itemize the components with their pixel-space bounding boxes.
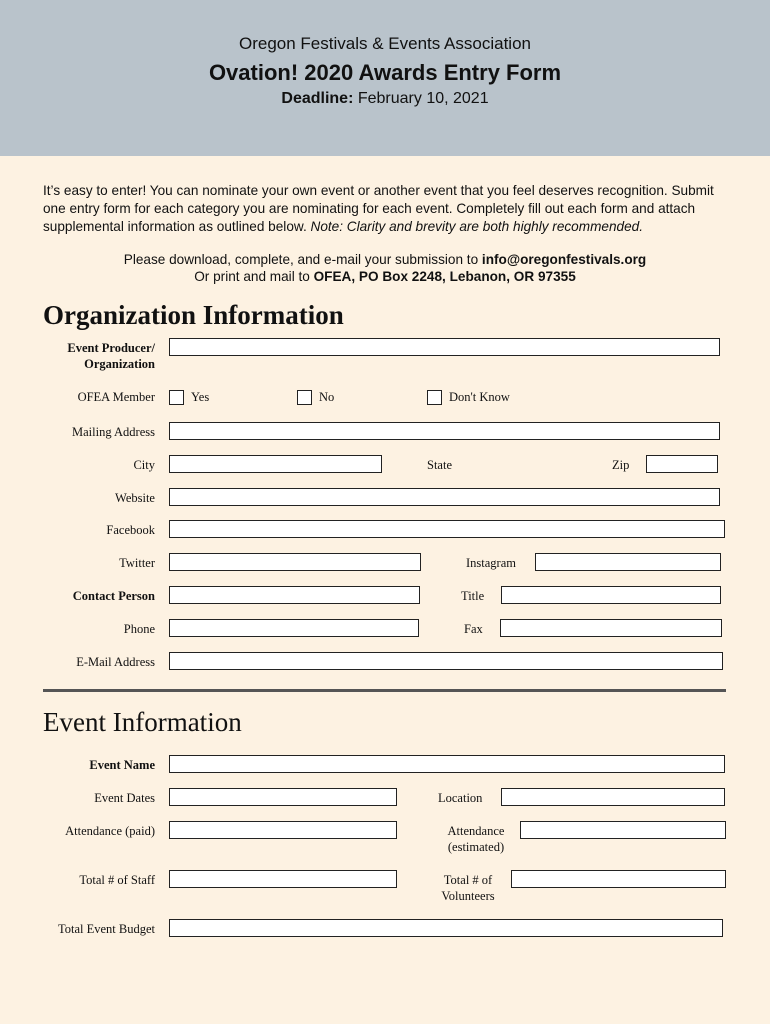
member-no-label: No — [319, 390, 335, 404]
intro-note: Note: Clarity and brevity are both highly recommended. — [310, 219, 643, 234]
budget-label: Total Event Budget — [57, 922, 155, 936]
instagram-input[interactable] — [535, 553, 721, 571]
attendance-paid-input[interactable] — [169, 821, 397, 839]
phone-label: Phone — [123, 622, 155, 636]
title-label: Title — [461, 589, 485, 603]
member-label: OFEA Member — [77, 390, 155, 404]
email-label: E-Mail Address — [76, 655, 155, 669]
contact-label: Contact Person — [72, 589, 155, 603]
phone-input[interactable] — [169, 619, 419, 637]
facebook-input[interactable] — [169, 520, 725, 538]
staff-input[interactable] — [169, 870, 397, 888]
contact-input[interactable] — [169, 586, 420, 604]
producer-label-line1: Event Producer/ — [67, 341, 155, 355]
intro-paragraph — [43, 182, 735, 236]
staff-label: Total # of Staff — [79, 873, 155, 887]
mailing-label: Mailing Address — [72, 425, 155, 439]
producer-input[interactable] — [169, 338, 720, 356]
member-no-checkbox[interactable] — [297, 390, 312, 405]
budget-input[interactable] — [169, 919, 723, 937]
volunteers-input[interactable] — [511, 870, 726, 888]
org-section-title: Organization Information — [43, 300, 344, 330]
city-input[interactable] — [169, 455, 382, 473]
deadline — [0, 90, 770, 108]
location-input[interactable] — [501, 788, 725, 806]
twitter-label: Twitter — [119, 556, 155, 570]
intro-text: It’s easy to enter! You can nominate your own event or another event that you feel deserves recognition. Submit one entry form for each category you are nominating for each event. Completely fill out each form and attach supplemental information as outlined below. — [43, 183, 714, 234]
submission-email-text: Please download, complete, and e-mail your submission to — [123, 252, 482, 267]
form-title: Ovation! 2020 Awards Entry Form — [208, 60, 562, 85]
state-label: State — [427, 458, 452, 472]
attendance-est-label-line1: Attendance — [447, 824, 505, 838]
member-dontknow-checkbox[interactable] — [427, 390, 442, 405]
header-band — [0, 0, 770, 156]
event-section-title: Event Information — [43, 707, 242, 737]
event-dates-input[interactable] — [169, 788, 397, 806]
member-yes-label: Yes — [191, 390, 210, 404]
producer-label-line2: Organization — [84, 357, 155, 371]
email-input[interactable] — [169, 652, 723, 670]
website-input[interactable] — [169, 488, 720, 506]
submission-address: OFEA, PO Box 2248, Lebanon, OR 97355 — [313, 269, 576, 284]
title-input[interactable] — [501, 586, 721, 604]
mailing-input[interactable] — [169, 422, 720, 440]
volunteers-label-line1: Total # of — [443, 873, 493, 887]
facebook-label: Facebook — [106, 523, 155, 537]
member-dontknow-label: Don't Know — [449, 390, 510, 404]
submission-mail-text: Or print and mail to — [194, 269, 314, 284]
deadline-label: Deadline: — [281, 90, 354, 107]
twitter-input[interactable] — [169, 553, 421, 571]
fax-input[interactable] — [500, 619, 722, 637]
submission-email[interactable]: info@oregonfestivals.org — [481, 252, 647, 267]
submission-mail-line — [0, 269, 770, 284]
fax-label: Fax — [464, 622, 483, 636]
organization-name: Oregon Festivals & Events Association — [239, 34, 531, 53]
deadline-value: February 10, 2021 — [353, 90, 489, 107]
event-name-input[interactable] — [169, 755, 725, 773]
event-name-label: Event Name — [89, 758, 155, 772]
submission-email-line — [0, 252, 770, 267]
member-yes-checkbox[interactable] — [169, 390, 184, 405]
location-label: Location — [438, 791, 483, 805]
zip-input[interactable] — [646, 455, 718, 473]
attendance-est-label-line2: (estimated) — [447, 840, 505, 854]
section-divider — [43, 689, 726, 692]
event-dates-label: Event Dates — [94, 791, 155, 805]
website-label: Website — [115, 491, 155, 505]
attendance-paid-label: Attendance (paid) — [65, 824, 155, 838]
volunteers-label-line2: Volunteers — [441, 889, 495, 903]
zip-label: Zip — [612, 458, 630, 472]
city-label: City — [133, 458, 155, 472]
attendance-est-input[interactable] — [520, 821, 726, 839]
instagram-label: Instagram — [466, 556, 516, 570]
